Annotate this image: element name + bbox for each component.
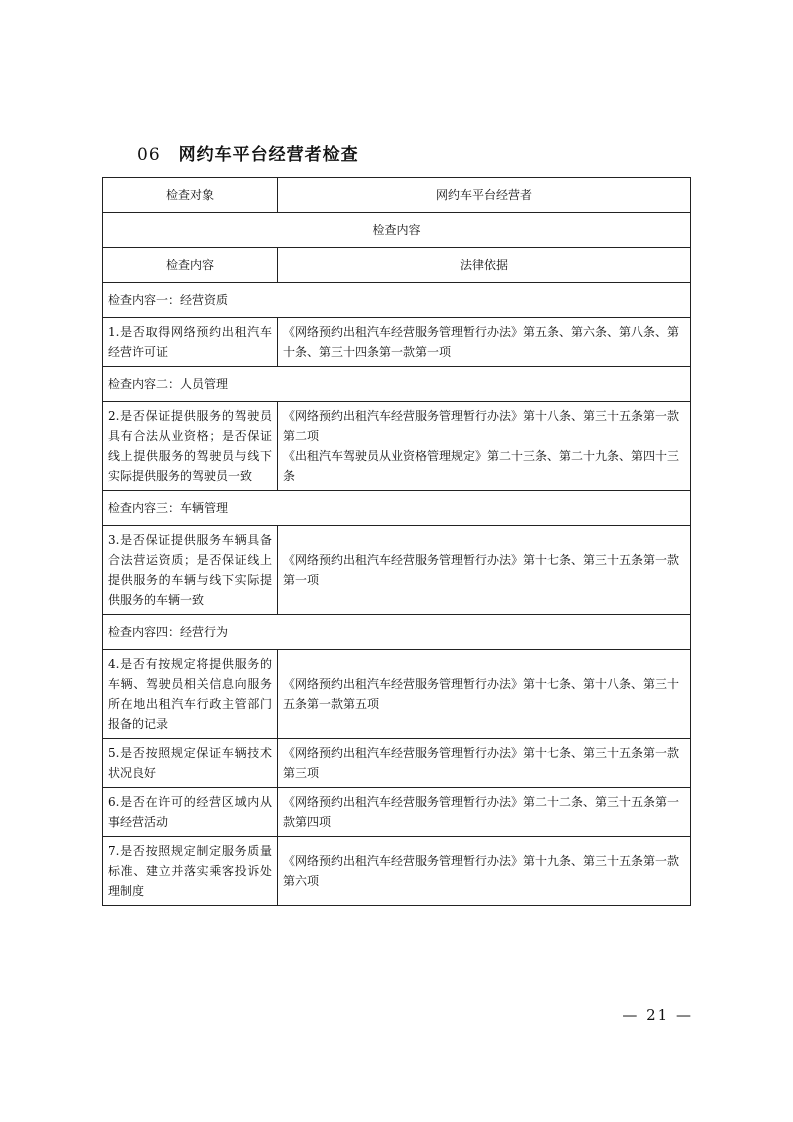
group-heading-row bbox=[103, 615, 691, 650]
header-row-object bbox=[103, 178, 691, 213]
legal-basis-line: 《网络预约出租汽车经营服务管理暂行办法》第二十二条、第三十五条第一款第四项 bbox=[283, 795, 680, 829]
table-row bbox=[103, 788, 691, 837]
check-item: 1.是否取得网络预约出租汽车经营许可证 bbox=[103, 318, 278, 367]
inspection-table bbox=[102, 177, 691, 906]
legal-basis-line: 《网络预约出租汽车经营服务管理暂行办法》第十八条、第三十五条第一款第二项 bbox=[283, 409, 680, 443]
check-item: 5.是否按照规定保证车辆技术状况良好 bbox=[103, 739, 278, 788]
legal-basis-line: 《网络预约出租汽车经营服务管理暂行办法》第十七条、第三十五条第一款第一项 bbox=[283, 553, 680, 587]
table-row bbox=[103, 402, 691, 491]
check-item: 4.是否有按规定将提供服务的车辆、驾驶员相关信息向服务所在地出租汽车行政主管部门报备的记录 bbox=[103, 650, 278, 739]
section-number: 06 bbox=[137, 145, 161, 165]
content-label: 检查内容 bbox=[103, 213, 691, 248]
legal-basis-line: 《网络预约出租汽车经营服务管理暂行办法》第五条、第六条、第八条、第十条、第三十四条第一款第一项 bbox=[283, 325, 680, 359]
table-row bbox=[103, 650, 691, 739]
group-heading: 检查内容一：经营资质 bbox=[103, 283, 691, 318]
legal-basis bbox=[278, 526, 691, 615]
legal-basis bbox=[278, 788, 691, 837]
check-item: 3.是否保证提供服务车辆具备合法营运资质；是否保证线上提供服务的车辆与线下实际提供服务的车辆一致 bbox=[103, 526, 278, 615]
legal-basis-line: 《网络预约出租汽车经营服务管理暂行办法》第十七条、第十八条、第三十五条第一款第五项 bbox=[283, 677, 680, 711]
object-label: 检查对象 bbox=[103, 178, 278, 213]
check-item: 7.是否按照规定制定服务质量标准、建立并落实乘客投诉处理制度 bbox=[103, 837, 278, 906]
legal-basis-line: 《出租汽车驾驶员从业资格管理规定》第二十三条、第二十九条、第四十三条 bbox=[283, 449, 680, 483]
check-item: 6.是否在许可的经营区域内从事经营活动 bbox=[103, 788, 278, 837]
legal-basis bbox=[278, 739, 691, 788]
group-heading-row bbox=[103, 367, 691, 402]
section-title bbox=[137, 140, 359, 165]
table-row bbox=[103, 318, 691, 367]
column-header-basis: 法律依据 bbox=[278, 248, 691, 283]
check-item: 2.是否保证提供服务的驾驶员具有合法从业资格；是否保证线上提供服务的驾驶员与线下实际提供服务的驾驶员一致 bbox=[103, 402, 278, 491]
legal-basis bbox=[278, 837, 691, 906]
column-header-content: 检查内容 bbox=[103, 248, 278, 283]
legal-basis bbox=[278, 650, 691, 739]
section-title-text: 网约车平台经营者检查 bbox=[178, 145, 359, 165]
group-heading: 检查内容三：车辆管理 bbox=[103, 491, 691, 526]
group-heading-row bbox=[103, 283, 691, 318]
group-heading: 检查内容二：人员管理 bbox=[103, 367, 691, 402]
legal-basis-line: 《网络预约出租汽车经营服务管理暂行办法》第十九条、第三十五条第一款第六项 bbox=[283, 854, 680, 888]
legal-basis bbox=[278, 402, 691, 491]
table-row bbox=[103, 837, 691, 906]
header-row-content bbox=[103, 213, 691, 248]
table-row bbox=[103, 526, 691, 615]
object-value: 网约车平台经营者 bbox=[278, 178, 691, 213]
legal-basis-line: 《网络预约出租汽车经营服务管理暂行办法》第十七条、第三十五条第一款第三项 bbox=[283, 746, 680, 780]
group-heading: 检查内容四：经营行为 bbox=[103, 615, 691, 650]
group-heading-row bbox=[103, 491, 691, 526]
header-row-columns bbox=[103, 248, 691, 283]
legal-basis bbox=[278, 318, 691, 367]
table-row bbox=[103, 739, 691, 788]
page-number: — 21 — bbox=[622, 1006, 693, 1024]
